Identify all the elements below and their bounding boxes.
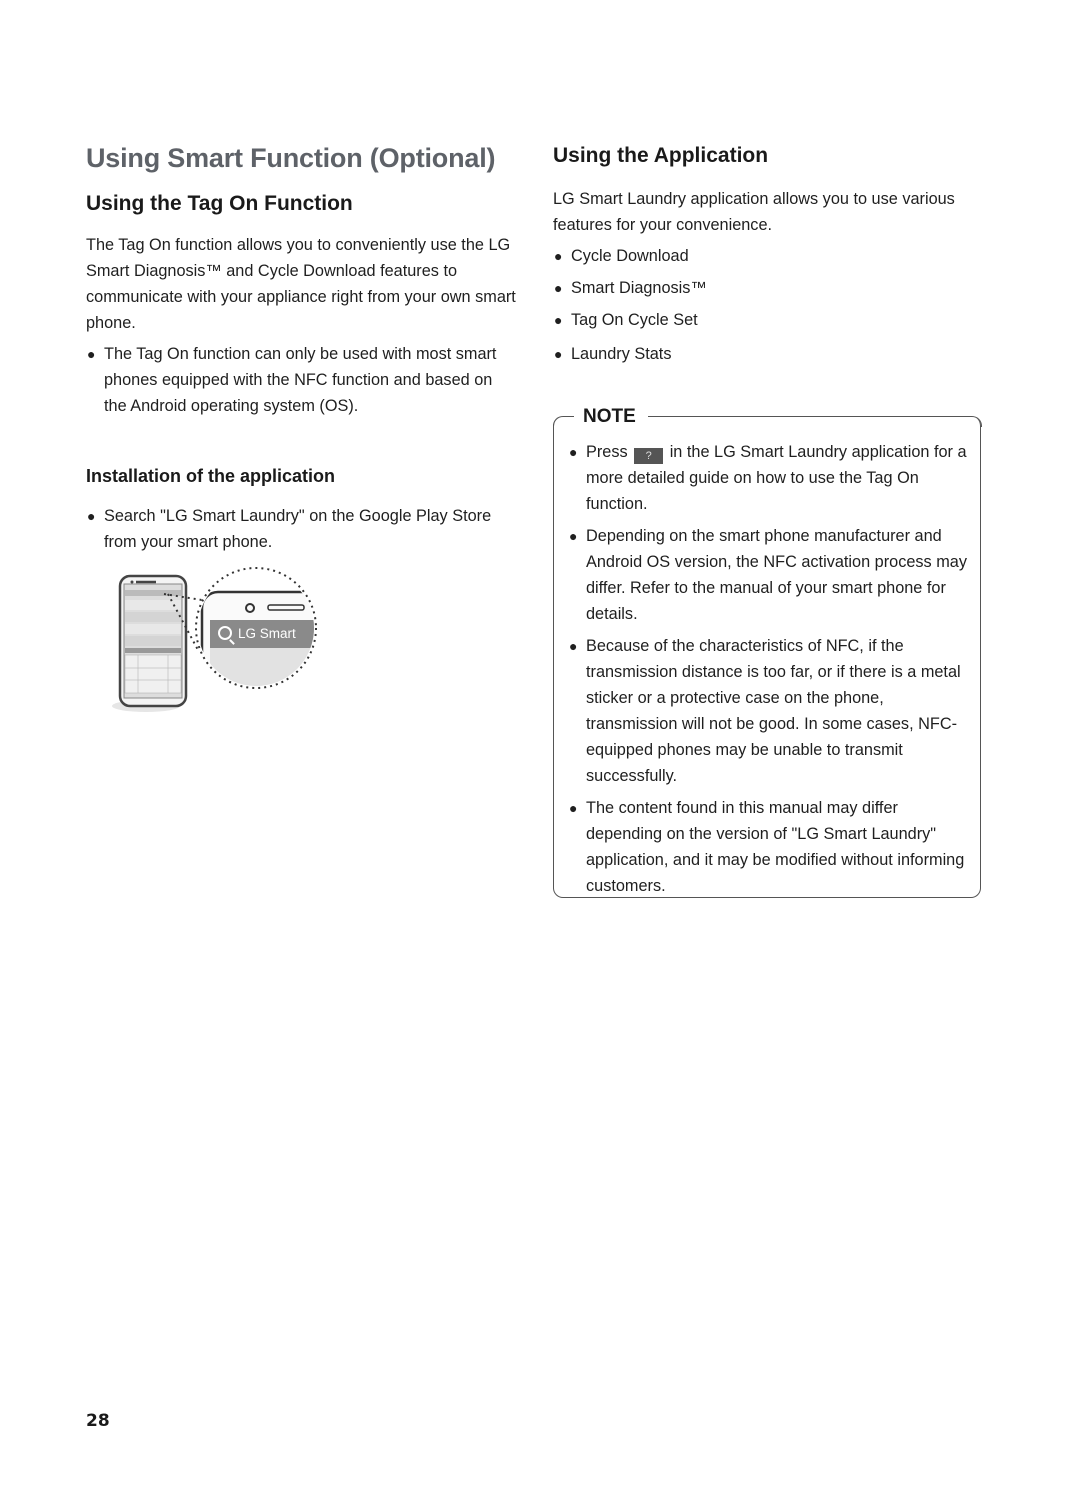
right-column <box>553 140 983 367</box>
bullet-icon: ● <box>569 444 578 460</box>
bullet-icon: ● <box>569 638 578 654</box>
phone-search-illustration <box>108 560 348 732</box>
bullet-icon: ● <box>569 528 578 544</box>
help-button-icon: ? <box>634 448 663 464</box>
list-item: ● The content found in this manual may differ depending on the version of "LG Smart Laundry" application, and it may be modified without informing customers. <box>568 795 968 899</box>
bullet-icon: ● <box>554 248 563 264</box>
application-title: Using the Application <box>553 144 769 167</box>
bullet-icon: ● <box>554 312 563 328</box>
list-item: ● Cycle Download <box>553 243 983 269</box>
note-title: NOTE <box>583 406 636 427</box>
list-item: ● Depending on the smart phone manufacturer and Android OS version, the NFC activation process may differ. Refer to the manual of your smart phone for details. <box>568 523 968 627</box>
note-border-right <box>648 416 982 427</box>
left-column <box>86 140 518 555</box>
search-bar <box>218 622 296 646</box>
page-number: 28 <box>86 1411 110 1431</box>
install-title: Installation of the application <box>86 466 336 486</box>
list-item: ● Because of the characteristics of NFC, if the transmission distance is too far, or if there is a metal sticker or a protective case on the phone, transmission will not be good. In some cases, NFC-equipped phones may be unable to transmit successfully. <box>568 633 968 789</box>
smartphone-illustration <box>108 560 348 732</box>
list-item: ● The Tag On function can only be used with most smart phones equipped with the NFC function and based on the Android operating system (OS). <box>86 341 518 419</box>
bullet-icon: ● <box>87 508 96 524</box>
install-bullets <box>86 503 518 555</box>
application-intro: LG Smart Laundry application allows you to use various features for your convenience. <box>553 190 955 234</box>
bullet-icon: ● <box>87 346 96 362</box>
bullet-icon: ● <box>554 346 563 362</box>
list-item: ● Search "LG Smart Laundry" on the Google Play Store from your smart phone. <box>86 503 518 555</box>
feature-list <box>553 243 983 367</box>
tag-on-bullets <box>86 341 518 419</box>
note-list <box>568 439 968 899</box>
list-item: ● Smart Diagnosis™ <box>553 275 983 301</box>
list-item: ● Laundry Stats <box>553 341 983 367</box>
note-border-left <box>553 416 574 427</box>
bullet-icon: ● <box>569 800 578 816</box>
search-text: LG Smart <box>238 626 296 641</box>
subsection-title: Using the Tag On Function <box>86 192 353 215</box>
list-item: ● Press ? in the LG Smart Laundry application for a more detailed guide on how to use the Tag On function. <box>568 439 968 517</box>
section-title: Using Smart Function (Optional) <box>86 143 496 173</box>
tag-on-intro: The Tag On function allows you to conveniently use the LG Smart Diagnosis™ and Cycle Download features to communicate with your appliance right from your own smart phone. <box>86 236 516 332</box>
note-body <box>568 434 968 899</box>
search-icon <box>218 626 232 640</box>
list-item: ● Tag On Cycle Set <box>553 307 983 333</box>
bullet-icon: ● <box>554 280 563 296</box>
